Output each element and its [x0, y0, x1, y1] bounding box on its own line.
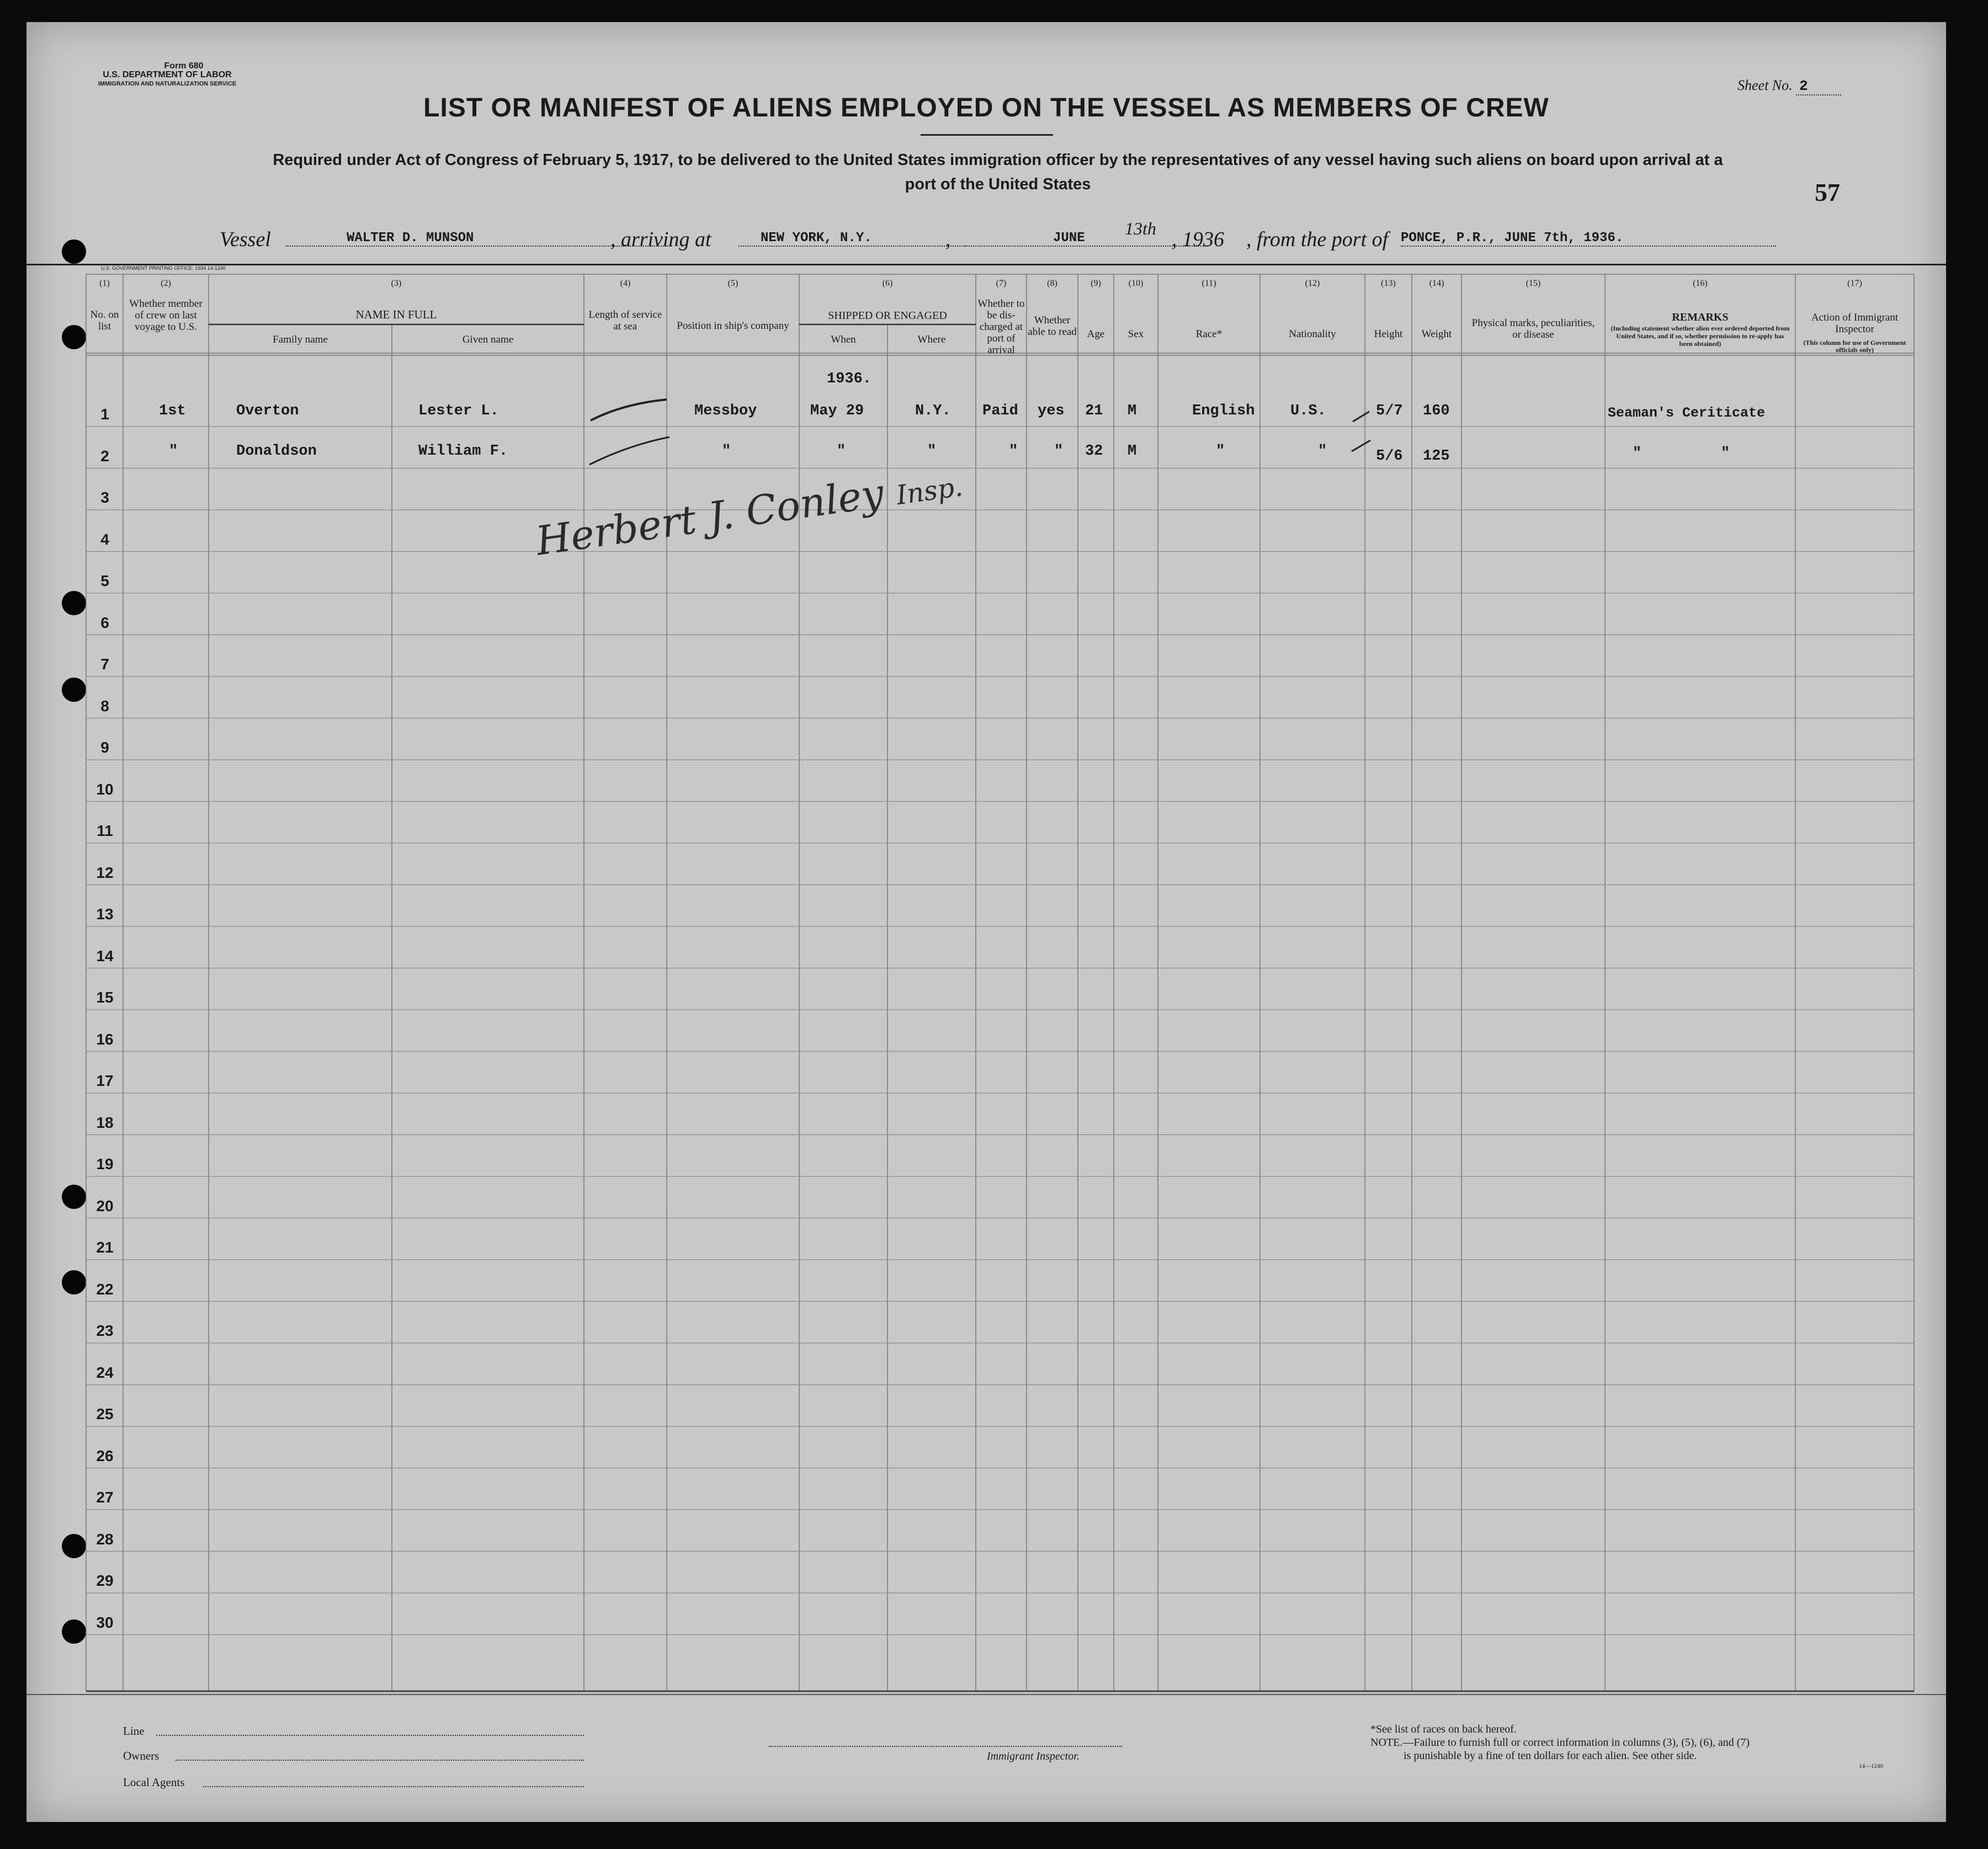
cell-sex: M	[1128, 443, 1137, 460]
cell-discharged: "	[1009, 443, 1018, 460]
col-num: (12)	[1305, 279, 1320, 288]
col-header: Whether able to read	[1028, 315, 1077, 338]
note-text: —Failure to furnish full or correct information in columns (3), (5), (6), and (7)	[1402, 1736, 1750, 1749]
cell-when: "	[837, 443, 846, 460]
cell-sex: M	[1128, 403, 1137, 419]
manifest-grid	[26, 22, 1946, 1822]
sheet-value: 2	[1796, 78, 1841, 95]
col-num: (17)	[1847, 279, 1862, 288]
col-subheader: Family name	[273, 334, 328, 345]
col-subheader: When	[831, 334, 856, 345]
col-subheader: Where	[917, 334, 946, 345]
col-num: (4)	[620, 279, 631, 288]
inspector-field	[769, 1746, 1122, 1747]
vessel-name: WALTER D. MUNSON	[286, 231, 672, 247]
form-code: 14—1240	[1859, 1763, 1883, 1770]
col-header: Physical marks, peculiarities, or disease	[1471, 317, 1595, 340]
line-label: Line	[123, 1724, 145, 1738]
col-header: Position in ship's company	[677, 320, 789, 332]
from-port-label: , from the port of	[1246, 228, 1389, 251]
row-number: 22	[96, 1280, 114, 1298]
form-number: Form 680	[164, 61, 204, 71]
row-number: 11	[97, 822, 113, 839]
row-number: 18	[96, 1113, 114, 1131]
cell-age: 32	[1085, 443, 1103, 460]
pen-strokes	[584, 393, 678, 470]
row-number: 14	[96, 947, 114, 965]
cell-remarks: "	[1633, 445, 1642, 462]
cell-last-voyage: "	[169, 443, 178, 460]
page-title: LIST OR MANIFEST OF ALIENS EMPLOYED ON THE VESSEL AS MEMBERS OF CREW	[423, 93, 1549, 122]
row-number: 17	[96, 1072, 114, 1089]
col-header: Whether member of crew on last voyage to U.S.	[129, 298, 203, 333]
col-num: (9)	[1091, 279, 1101, 288]
col-header: Sex	[1128, 328, 1144, 340]
row-number: 12	[96, 864, 114, 881]
row-number: 27	[96, 1489, 114, 1506]
cell-position: Messboy	[694, 403, 757, 419]
cell-read: "	[1054, 443, 1064, 460]
manifest-sheet	[26, 22, 1946, 1822]
subtitle-line-1: Required under Act of Congress of February 5, 1917, to be delivered to the United States immigration officer by the representatives of any vessel having such aliens on board upon arrival at a	[273, 151, 1723, 169]
col-num: (16)	[1693, 279, 1708, 288]
cell-race: "	[1216, 443, 1225, 460]
page-number: 57	[1815, 178, 1840, 206]
races-note: *See list of races on back hereof.	[1370, 1723, 1517, 1735]
row-number: 26	[96, 1447, 114, 1464]
col-header: Nationality	[1289, 328, 1336, 340]
cell-position: "	[722, 443, 731, 460]
row-number: 23	[96, 1322, 114, 1339]
row-number: 24	[96, 1363, 114, 1381]
row-number: 4	[100, 530, 109, 548]
col-num: (14)	[1429, 279, 1444, 288]
row-number: 19	[96, 1155, 114, 1173]
col-header: Weight	[1421, 328, 1452, 340]
cell-height: 5/6	[1376, 448, 1403, 465]
col-header: Length of service at sea	[588, 309, 662, 332]
col-num: (15)	[1525, 279, 1541, 288]
col-header-note: (This column for use of Government officials only)	[1803, 339, 1906, 354]
col-header: REMARKS	[1672, 311, 1729, 323]
row-number: 2	[100, 447, 109, 465]
row-number: 28	[96, 1530, 114, 1548]
footer-rule	[26, 1694, 1946, 1695]
cell-weight: 160	[1423, 403, 1450, 419]
owners-field	[176, 1760, 584, 1761]
row-number: 6	[100, 614, 109, 631]
row-number: 13	[96, 905, 114, 923]
row-number: 15	[96, 989, 114, 1006]
col-header: Age	[1087, 328, 1105, 340]
col-header: SHIPPED OR ENGAGED	[828, 310, 947, 322]
row-number: 29	[96, 1572, 114, 1589]
vessel-label: Vessel	[220, 228, 271, 251]
col-header: Height	[1374, 328, 1403, 340]
cell-family-name: Overton	[236, 403, 299, 419]
col-num: (6)	[882, 279, 893, 288]
row-number: 1	[100, 406, 109, 423]
footer-notes	[1370, 1723, 1750, 1762]
row-number: 9	[100, 739, 109, 756]
cell-given-name: Lester L.	[418, 403, 499, 419]
signature-name: Herbert J. Conley	[533, 470, 887, 564]
col-num: (2)	[161, 279, 171, 288]
owners-label: Owners	[123, 1749, 160, 1762]
shipped-year: 1936.	[827, 371, 872, 387]
check-mark-icon	[1348, 408, 1376, 458]
service-name: IMMIGRATION AND NATURALIZATION SERVICE	[98, 81, 237, 87]
cell-remarks-2: "	[1721, 445, 1730, 462]
col-header: No. on list	[90, 309, 119, 332]
col-num: (10)	[1128, 279, 1144, 288]
cell-age: 21	[1085, 403, 1103, 419]
cell-height: 5/7	[1376, 403, 1403, 419]
agents-label: Local Agents	[123, 1776, 185, 1789]
subtitle-line-2: port of the United States	[905, 175, 1091, 193]
col-header: NAME IN FULL	[355, 308, 437, 321]
cell-where: "	[927, 443, 937, 460]
col-num: (11)	[1202, 279, 1216, 288]
printing-office: U.S. GOVERNMENT PRINTING OFFICE: 1934 14-1240	[101, 265, 226, 271]
line-field	[156, 1735, 584, 1736]
cell-race: English	[1192, 403, 1255, 419]
row-number: 25	[96, 1405, 114, 1422]
col-header: Race*	[1195, 328, 1222, 340]
col-num: (5)	[727, 279, 738, 288]
row-number: 30	[96, 1613, 114, 1631]
row-number: 21	[96, 1239, 114, 1256]
arrival-day: 13th	[1125, 219, 1156, 238]
col-header: Whether to be dis- charged at port of arrival	[977, 298, 1025, 356]
department-name: U.S. DEPARTMENT OF LABOR	[103, 70, 232, 79]
cell-where: N.Y.	[915, 403, 951, 419]
cell-read: yes	[1038, 403, 1065, 419]
note-label: NOTE.	[1370, 1736, 1403, 1749]
cell-weight: 125	[1423, 448, 1450, 465]
row-number: 16	[96, 1030, 114, 1048]
vessel-line: Vessel WALTER D. MUNSON , arriving at NEW YORK, N.Y. , JUNE 13th , 1936 , from the port of PONCE, P.R., JUNE 7th, 1936.	[26, 227, 1946, 255]
departure-port: PONCE, P.R., JUNE 7th, 1936.	[1401, 231, 1776, 247]
row-number: 3	[100, 489, 109, 506]
arrival-month: JUNE	[965, 231, 1208, 247]
row-number: 8	[100, 697, 109, 715]
cell-discharged: Paid	[982, 403, 1018, 419]
col-num: (8)	[1047, 279, 1057, 288]
signature-suffix: Insp.	[894, 471, 965, 511]
col-header: Action of Immigrant Inspector	[1811, 312, 1899, 335]
note-text-2: is punishable by a fine of ten dollars for each alien. See other side.	[1404, 1750, 1697, 1762]
arrival-year: , 1936	[1172, 228, 1224, 251]
cell-when: May 29	[810, 403, 864, 419]
inspector-label: Immigrant Inspector.	[987, 1750, 1080, 1762]
row-number: 5	[100, 572, 109, 589]
col-header-note: (Including statement whether alien ever ordered deported from United States, and if so, whether permission to re-apply has been obtained)	[1610, 324, 1790, 348]
agents-field	[203, 1786, 584, 1787]
sheet-label: Sheet No.	[1737, 77, 1793, 93]
col-num: (3)	[391, 279, 402, 288]
cell-remarks: Seaman's Ceriticate	[1608, 405, 1766, 421]
cell-family-name: Donaldson	[236, 443, 317, 460]
arrival-port: NEW YORK, N.Y.	[738, 231, 965, 247]
fine-note	[1370, 1736, 1750, 1749]
row-number: 7	[100, 656, 109, 673]
row-number: 20	[96, 1197, 114, 1214]
row-number: 10	[96, 780, 114, 798]
cell-last-voyage: 1st	[159, 403, 186, 419]
arriving-label: , arriving at	[610, 228, 711, 251]
cell-nationality: U.S.	[1290, 403, 1326, 419]
col-num: (7)	[996, 279, 1007, 288]
col-num: (1)	[99, 279, 110, 288]
cell-given-name: William F.	[418, 443, 508, 460]
col-num: (13)	[1381, 279, 1396, 288]
cell-nationality: "	[1318, 443, 1327, 460]
col-subheader: Given name	[462, 334, 514, 345]
